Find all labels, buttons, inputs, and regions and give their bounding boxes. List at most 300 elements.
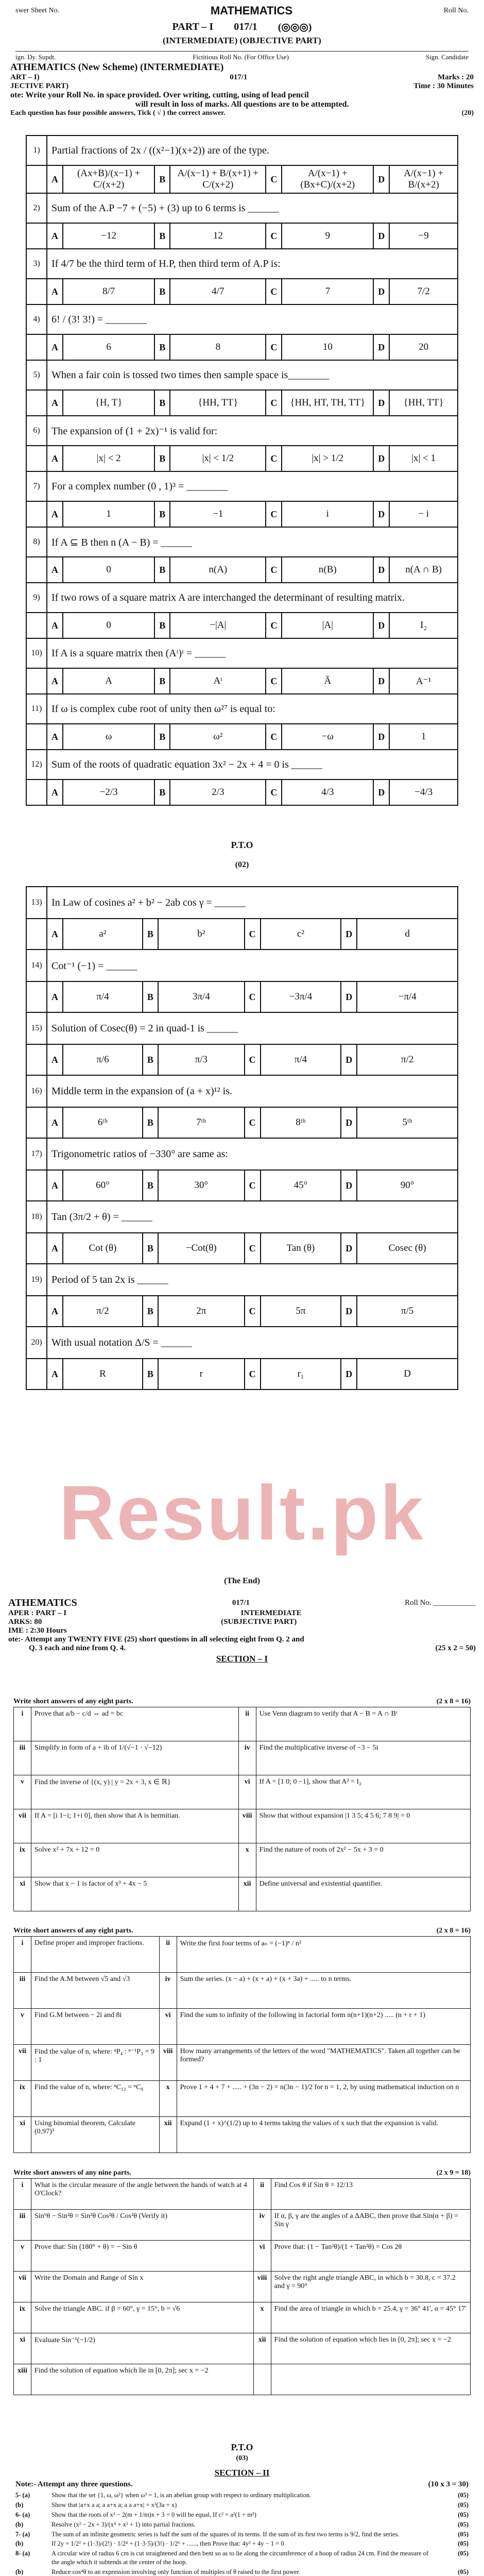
option-b[interactable]: 2π	[158, 1296, 245, 1327]
question-number: 19)	[26, 1264, 47, 1296]
part-text: Prove that: Sin (180° + θ) = − Sin θ	[31, 2241, 254, 2272]
option-b[interactable]: 7ᵗʰ	[158, 1107, 245, 1138]
short-question-row	[14, 2302, 471, 2333]
option-d[interactable]: π/5	[357, 1296, 458, 1327]
option-letter-a[interactable]: A	[47, 981, 63, 1012]
part-text: Find the multiplicative inverse of −3 − 5i	[256, 1741, 470, 1775]
long-question-mk: (05)	[458, 2501, 469, 2509]
banner-part: ART – I)	[10, 73, 40, 81]
option-letter-b[interactable]: B	[154, 446, 170, 471]
option-c[interactable]: −3π/4	[261, 981, 341, 1012]
option-letter-d[interactable]: D	[373, 165, 389, 193]
part-text: Find the value of n, where: ⁿP₄ : ⁿ⁻¹P₃ = 9 : 1	[31, 2045, 160, 2081]
option-letter-b[interactable]: B	[143, 1233, 158, 1264]
option-letter-b[interactable]: B	[154, 613, 170, 638]
q2-title: Write short answers of any eight parts.	[13, 1698, 133, 1705]
option-letter-a[interactable]: A	[47, 1170, 63, 1201]
options-spacer	[26, 1107, 47, 1138]
option-letter-b[interactable]: B	[154, 279, 170, 304]
option-letter-c[interactable]: C	[266, 557, 282, 583]
q2-block	[13, 1698, 471, 1911]
option-letter-a[interactable]: A	[47, 223, 63, 249]
long-question-lbl: 8- (a)	[15, 2550, 30, 2557]
option-c[interactable]: Ā	[282, 668, 373, 694]
question-row	[26, 527, 458, 557]
question-number: 13)	[26, 887, 47, 919]
option-letter-d[interactable]: D	[341, 1107, 357, 1138]
option-letter-b[interactable]: B	[154, 390, 170, 416]
option-c[interactable]: {HH, HT, TH, TT}	[282, 390, 373, 416]
option-b[interactable]: Aᵗ	[170, 668, 266, 694]
subj-note2: Q. 3 each and nine from Q. 4.	[29, 1644, 126, 1652]
part-number: iv	[238, 1741, 256, 1775]
subj-subject: ATHEMATICS	[8, 1597, 77, 1608]
option-d[interactable]: 5ᵗʰ	[357, 1107, 458, 1138]
question-row	[26, 583, 458, 613]
option-letter-d[interactable]: D	[341, 919, 357, 950]
fictitious-roll: Fictitious Roll No. (For Office Use)	[193, 53, 289, 61]
part-text: Write the Domain and Range of Sin x	[31, 2272, 254, 2302]
option-d[interactable]: 7/2	[389, 279, 458, 304]
option-c[interactable]: 8ᵗʰ	[261, 1107, 341, 1138]
option-a[interactable]: 0	[63, 557, 154, 583]
options-spacer	[26, 1044, 47, 1075]
option-letter-c[interactable]: C	[266, 279, 282, 304]
option-d[interactable]: − i	[389, 501, 458, 527]
option-d[interactable]: 1	[389, 724, 458, 750]
question-row	[26, 1012, 458, 1044]
option-letter-b[interactable]: B	[154, 779, 170, 805]
banner	[10, 62, 474, 117]
part-number: xi	[14, 2117, 31, 2153]
part-number: x	[253, 2302, 271, 2333]
question-row	[26, 1327, 458, 1359]
option-d[interactable]: I₂	[389, 613, 458, 638]
option-letter-b[interactable]: B	[154, 668, 170, 694]
option-letter-a[interactable]: A	[47, 613, 63, 638]
option-letter-c[interactable]: C	[245, 1044, 261, 1075]
long-question-txt: A circular wire of radius 6 cm is cut straightened and then bent so as to lie along the circumference of a hoop of radius 24 cm. Find the measure of the angle which it subtends at the center of the hoop.	[51, 2550, 429, 2566]
subj-code: 017/1	[232, 1599, 250, 1607]
objective-table-1	[26, 135, 458, 806]
option-c[interactable]: A/(x−1) + (Bx+C)/(x+2)	[282, 165, 373, 193]
option-letter-b[interactable]: B	[143, 981, 158, 1012]
part-text: Write the first four terms of aₙ = (−1)ⁿ / n²	[177, 1937, 470, 1973]
part-text: Solve the right angle triangle ABC, in which b = 30.8, c = 37.2 and γ = 90°	[271, 2272, 470, 2302]
option-d[interactable]: D	[357, 1359, 458, 1389]
short-question-row	[14, 2210, 471, 2241]
option-d[interactable]: n(A ∩ B)	[389, 557, 458, 583]
question-stem: Sum of the A.P −7 + (−5) + (3) up to 6 terms is ______	[47, 193, 458, 223]
candidate-sign: Sign. Candidate	[425, 53, 469, 61]
question-number: 20)	[26, 1327, 47, 1359]
option-letter-a[interactable]: A	[47, 165, 63, 193]
question-row	[26, 249, 458, 279]
option-letter-c[interactable]: C	[245, 1233, 261, 1264]
option-letter-d[interactable]: D	[373, 334, 389, 360]
question-row	[26, 1201, 458, 1233]
part-text: Show that without expansion |1 3 5; 4 5 6; 7 8 9| = 0	[256, 1809, 470, 1843]
option-d[interactable]: 90°	[357, 1170, 458, 1201]
option-c[interactable]: |A|	[282, 613, 373, 638]
option-letter-d[interactable]: D	[341, 1233, 357, 1264]
option-letter-d[interactable]: D	[341, 1296, 357, 1327]
option-letter-c[interactable]: C	[266, 501, 282, 527]
question-stem: Cot⁻¹ (−1) = ______	[47, 950, 458, 981]
part-text: Solve the triangle ABC. if β = 60°, γ = 15°, b = √6	[31, 2302, 254, 2333]
part-number: xii	[159, 2117, 177, 2153]
option-d[interactable]: d	[357, 919, 458, 950]
roll-label: Roll No.	[443, 7, 469, 14]
option-letter-a[interactable]: A	[47, 390, 63, 416]
option-d[interactable]: A/(x−1) + B/(x+2)	[389, 165, 458, 193]
option-letter-d[interactable]: D	[373, 279, 389, 304]
banner-total: (20)	[461, 109, 474, 117]
option-b[interactable]: n(A)	[170, 557, 266, 583]
option-d[interactable]: {HH, TT}	[389, 390, 458, 416]
option-letter-d[interactable]: D	[373, 668, 389, 694]
option-b[interactable]: 2/3	[170, 779, 266, 805]
option-d[interactable]: A⁻¹	[389, 668, 458, 694]
option-a[interactable]: a²	[63, 919, 143, 950]
options-row	[26, 613, 458, 638]
option-a[interactable]: 1	[63, 501, 154, 527]
part-text: If A = [i 1−i; 1+i 0], then show that A is hermitian.	[31, 1809, 239, 1843]
question-row	[26, 950, 458, 981]
options-row	[26, 981, 458, 1012]
options-row	[26, 557, 458, 583]
q3-block	[13, 1927, 471, 2153]
long-question	[15, 2549, 469, 2567]
part-number: viii	[159, 2045, 177, 2081]
option-c[interactable]: c²	[261, 919, 341, 950]
option-letter-a[interactable]: A	[47, 1233, 63, 1264]
part-text: Using binomial theorem, Calculate (0.97)³	[31, 2117, 160, 2153]
option-c[interactable]: 7	[282, 279, 373, 304]
option-letter-d[interactable]: D	[373, 724, 389, 750]
option-b[interactable]: |x| < 1/2	[170, 446, 266, 471]
option-b[interactable]: b²	[158, 919, 245, 950]
option-c[interactable]: r₁	[261, 1359, 341, 1389]
section-1-title: SECTION – I	[216, 1654, 268, 1664]
option-letter-d[interactable]: D	[341, 1170, 357, 1201]
option-letter-b[interactable]: B	[143, 1170, 158, 1201]
option-a[interactable]: π/2	[63, 1296, 143, 1327]
option-letter-b[interactable]: B	[154, 165, 170, 193]
option-d[interactable]: π/2	[357, 1044, 458, 1075]
options-spacer	[26, 279, 47, 304]
option-letter-c[interactable]: C	[245, 1296, 261, 1327]
option-letter-b[interactable]: B	[143, 1107, 158, 1138]
pto-label: P.T.O	[231, 840, 253, 850]
option-a[interactable]: ω	[63, 724, 154, 750]
option-letter-a[interactable]: A	[47, 668, 63, 694]
end-label: (The End)	[224, 1577, 260, 1585]
option-a[interactable]: {H, T}	[63, 390, 154, 416]
option-a[interactable]: A	[63, 668, 154, 694]
option-c[interactable]: 45°	[261, 1170, 341, 1201]
option-letter-a[interactable]: A	[47, 501, 63, 527]
option-letter-c[interactable]: C	[266, 724, 282, 750]
part-number: iii	[14, 1973, 31, 2009]
option-b[interactable]: −1	[170, 501, 266, 527]
question-row	[26, 471, 458, 501]
option-d[interactable]: −π/4	[357, 981, 458, 1012]
option-a[interactable]: 6ᵗʰ	[63, 1107, 143, 1138]
part-number: vii	[14, 2272, 31, 2302]
options-row	[26, 1107, 458, 1138]
option-a[interactable]: −2/3	[63, 779, 154, 805]
question-number: 14)	[26, 950, 47, 981]
subj-note: ote:- Attempt any TWENTY FIVE (25) short questions in all selecting eight from Q. 2 and	[8, 1635, 304, 1643]
part-text: Sum the series. (x − a) + (x + a) + (x + 3a) + ..... to n terms.	[177, 1973, 470, 2009]
option-d[interactable]: |x| < 1	[389, 446, 458, 471]
long-question-txt: Show that the roots of x² − 2(m + 1/m)x + 3 = 0 will be equal, If c² = a²(1 + m²)	[51, 2511, 256, 2518]
question-number: 11)	[26, 694, 47, 724]
option-a[interactable]: −12	[63, 223, 154, 249]
question-number: 18)	[26, 1201, 47, 1233]
options-row	[26, 1296, 458, 1327]
part-number: i	[14, 2179, 31, 2210]
option-letter-a[interactable]: A	[47, 779, 63, 805]
option-c[interactable]: 9	[282, 223, 373, 249]
long-question-mk: (05)	[458, 2520, 469, 2528]
long-question-txt: Show that |a+x a a; a a+x a; a a a+x| = x²(3a + x)	[51, 2501, 177, 2509]
option-letter-b[interactable]: B	[143, 919, 158, 950]
option-a[interactable]: π/6	[63, 1044, 143, 1075]
pto-label-2: P.T.O	[231, 2442, 253, 2452]
option-d[interactable]: Cosec (θ)	[357, 1233, 458, 1264]
part-number: v	[14, 1775, 31, 1809]
long-question-lbl: (b)	[15, 2540, 24, 2548]
option-letter-c[interactable]: C	[245, 1107, 261, 1138]
option-letter-a[interactable]: A	[47, 279, 63, 304]
option-b[interactable]: π/3	[158, 1044, 245, 1075]
options-spacer	[26, 779, 47, 805]
option-c[interactable]: |x| > 1/2	[282, 446, 373, 471]
option-letter-d[interactable]: D	[341, 981, 357, 1012]
options-row	[26, 446, 458, 471]
option-letter-a[interactable]: A	[47, 334, 63, 360]
header-block	[15, 4, 469, 61]
option-c[interactable]: 10	[282, 334, 373, 360]
option-b[interactable]: −|A|	[170, 613, 266, 638]
option-letter-c[interactable]: C	[245, 1359, 261, 1389]
part-number: v	[14, 2009, 31, 2045]
option-a[interactable]: R	[63, 1359, 143, 1389]
option-b[interactable]: A/(x−1) + B/(x+1) + C/(x+2)	[170, 165, 266, 193]
option-letter-a[interactable]: A	[47, 1044, 63, 1075]
options-spacer	[26, 981, 47, 1012]
option-d[interactable]: −4/3	[389, 779, 458, 805]
option-letter-c[interactable]: C	[266, 390, 282, 416]
part-text: Use Venn diagram to verify that A − B = A ∩ Bᶜ	[256, 1707, 470, 1741]
part-number: vi	[159, 2009, 177, 2045]
option-letter-d[interactable]: D	[341, 1359, 357, 1389]
part-text: Find the sum to infinity of the following in factorial form n(n+1)(n+2) ..... (n + r + 1)	[177, 2009, 470, 2045]
question-stem: Sum of the roots of quadratic equation 3x² − 2x + 4 = 0 is ______	[47, 750, 458, 779]
option-b[interactable]: 8	[170, 334, 266, 360]
question-number: 10)	[26, 638, 47, 668]
part-number: iv	[253, 2210, 271, 2241]
long-question-lbl: (b)	[15, 2568, 24, 2575]
option-a[interactable]: 60°	[63, 1170, 143, 1201]
part-text: How many arrangements of the letters of the word "MATHEMATICS". Taken all together can be formed?	[177, 2045, 470, 2081]
objective-page-2	[0, 876, 484, 1597]
option-letter-d[interactable]: D	[373, 501, 389, 527]
option-letter-b[interactable]: B	[154, 557, 170, 583]
options-spacer	[26, 668, 47, 694]
option-c[interactable]: 5π	[261, 1296, 341, 1327]
option-b[interactable]: 12	[170, 223, 266, 249]
long-question-txt: Show that the set {1, ω, ω²} when ω³ = 1, is an abelian group with respect to ordinary multiplication.	[51, 2492, 312, 2499]
part-number: ix	[14, 1843, 31, 1877]
option-letter-a[interactable]: A	[47, 1107, 63, 1138]
part-number: xii	[253, 2333, 271, 2364]
option-letter-b[interactable]: B	[143, 1296, 158, 1327]
part-number: vi	[253, 2241, 271, 2272]
option-c[interactable]: n(B)	[282, 557, 373, 583]
part-text: Prove that: (1 − Tan²θ)/(1 + Tan²θ) = Cos 2θ	[271, 2241, 470, 2272]
watermark-logo: Result.pk	[59, 1469, 425, 1556]
option-letter-b[interactable]: B	[154, 724, 170, 750]
option-a[interactable]: Cot (θ)	[63, 1233, 143, 1264]
option-a[interactable]: 0	[63, 613, 154, 638]
option-letter-c[interactable]: C	[245, 1170, 261, 1201]
option-b[interactable]: 3π/4	[158, 981, 245, 1012]
part-number: xi	[14, 2333, 31, 2364]
option-b[interactable]: −Cot(θ)	[158, 1233, 245, 1264]
question-row	[26, 1138, 458, 1170]
option-letter-d[interactable]: D	[373, 446, 389, 471]
option-a[interactable]: |x| < 2	[63, 446, 154, 471]
part-text: Find the inverse of {(x, y) | y = 2x + 3, x ∈ ℝ}	[31, 1775, 239, 1809]
option-letter-c[interactable]: C	[266, 779, 282, 805]
part-number: xi	[14, 1877, 31, 1911]
option-letter-c[interactable]: C	[266, 446, 282, 471]
option-b[interactable]: r	[158, 1359, 245, 1389]
option-letter-a[interactable]: A	[47, 1359, 63, 1389]
long-question-txt: Reduce cos⁴θ to an expression involving only function of multiples of θ raised to the first power.	[51, 2568, 301, 2575]
part-number: vi	[238, 1775, 256, 1809]
long-question	[15, 2530, 469, 2539]
subj-inter: INTERMEDIATE	[240, 1609, 302, 1617]
option-letter-c[interactable]: C	[266, 334, 282, 360]
question-row	[26, 694, 458, 724]
option-letter-a[interactable]: A	[47, 724, 63, 750]
subtitle: (INTERMEDIATE) (OBJECTIVE PART)	[163, 36, 321, 45]
option-c[interactable]: −ω	[282, 724, 373, 750]
long-question	[15, 2539, 469, 2548]
option-b[interactable]: 4/7	[170, 279, 266, 304]
option-letter-b[interactable]: B	[143, 1044, 158, 1075]
part-number: vii	[14, 2045, 31, 2081]
option-letter-b[interactable]: B	[143, 1359, 158, 1389]
options-row	[26, 279, 458, 304]
option-letter-b[interactable]: B	[154, 501, 170, 527]
option-c[interactable]: i	[282, 501, 373, 527]
option-d[interactable]: 20	[389, 334, 458, 360]
option-letter-d[interactable]: D	[373, 390, 389, 416]
option-letter-a[interactable]: A	[47, 557, 63, 583]
part-number: ix	[14, 2302, 31, 2333]
option-letter-c[interactable]: C	[266, 613, 282, 638]
option-letter-d[interactable]: D	[341, 1044, 357, 1075]
option-c[interactable]: Tan (θ)	[261, 1233, 341, 1264]
question-number: 12)	[26, 750, 47, 779]
option-a[interactable]: (Ax+B)/(x−1) + C/(x+2)	[63, 165, 154, 193]
option-a[interactable]: π/4	[63, 981, 143, 1012]
subj-marks: ARKS: 80	[8, 1618, 42, 1626]
part-number: i	[14, 1937, 31, 1973]
option-letter-c[interactable]: C	[266, 165, 282, 193]
long-question-mk: (05)	[458, 2530, 469, 2538]
banner-time: Time : 30 Minutes	[413, 82, 474, 90]
question-row	[26, 304, 458, 334]
question-number: 2)	[26, 193, 47, 223]
option-b[interactable]: 30°	[158, 1170, 245, 1201]
option-a[interactable]: 6	[63, 334, 154, 360]
short-question-row	[14, 1973, 471, 2009]
options-spacer	[26, 1359, 47, 1389]
option-b[interactable]: {HH, TT}	[170, 390, 266, 416]
option-letter-a[interactable]: A	[47, 446, 63, 471]
long-question	[15, 2520, 469, 2529]
answer-sheet-label: swer Sheet No.	[15, 7, 60, 14]
option-letter-c[interactable]: C	[266, 223, 282, 249]
option-letter-c[interactable]: C	[266, 668, 282, 694]
option-letter-b[interactable]: B	[154, 334, 170, 360]
option-c[interactable]: 4/3	[282, 779, 373, 805]
option-letter-d[interactable]: D	[373, 779, 389, 805]
options-row	[26, 501, 458, 527]
question-stem: Middle term in the expansion of (a + x)¹² is.	[47, 1075, 458, 1107]
options-row	[26, 1044, 458, 1075]
question-number: 1)	[26, 135, 47, 165]
part-text: Expand (1 + x)^(1/2) up to 4 terms taking the values of x such that the expansion is valid.	[177, 2117, 470, 2153]
part-text: Find the A.M between √5 and √3	[31, 1973, 160, 2009]
part-text	[271, 2364, 470, 2395]
option-c[interactable]: π/4	[261, 1044, 341, 1075]
option-letter-a[interactable]: A	[47, 919, 63, 950]
part-number: xii	[238, 1877, 256, 1911]
option-letter-d[interactable]: D	[373, 613, 389, 638]
option-d[interactable]: −9	[389, 223, 458, 249]
option-letter-b[interactable]: B	[154, 223, 170, 249]
part-number: ii	[238, 1707, 256, 1741]
options-row	[26, 919, 458, 950]
short-question-row	[14, 2241, 471, 2272]
option-letter-c[interactable]: C	[245, 981, 261, 1012]
option-b[interactable]: ω²	[170, 724, 266, 750]
question-stem: For a complex number (0 , 1)³ = ________	[47, 471, 458, 501]
question-number: 4)	[26, 304, 47, 334]
option-letter-c[interactable]: C	[245, 919, 261, 950]
option-a[interactable]: 8/7	[63, 279, 154, 304]
option-letter-d[interactable]: D	[373, 223, 389, 249]
part-number	[253, 2364, 271, 2395]
part-text: Find the solution of equation which lies in [0, 2π]; sec x = −2	[271, 2333, 470, 2364]
long-question-mk: (05)	[458, 2568, 469, 2575]
option-letter-a[interactable]: A	[47, 1296, 63, 1327]
subj-note-marks: (25 x 2 = 50)	[435, 1644, 476, 1652]
part-text: Prove that a/b − c/d ⇔ ad = bc	[31, 1707, 239, 1741]
part-text: Evaluate Sin⁻¹(−1/2)	[31, 2333, 254, 2364]
question-number: 5)	[26, 360, 47, 390]
options-spacer	[26, 557, 47, 583]
question-number: 7)	[26, 471, 47, 501]
option-letter-d[interactable]: D	[373, 557, 389, 583]
